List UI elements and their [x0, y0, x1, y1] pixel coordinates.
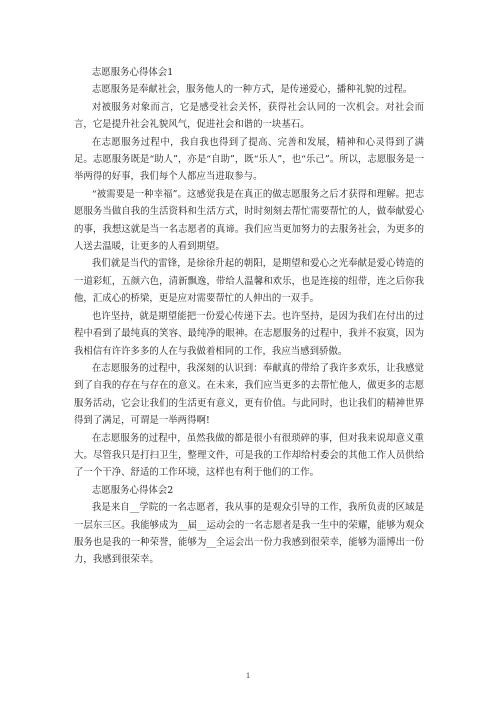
body-paragraph: 在志愿服务过程中，我自我也得到了提高、完善和发展，精神和心灵得到了满足。志愿服务既是“助人”，亦是“自助”，既“乐人”，也“乐己”。所以，志愿服务是一举两得的好事，我们每个人都应当进取参与。	[74, 136, 424, 183]
body-paragraph: 我们就是当代的雷锋，是徐徐升起的朝阳，是期望和爱心之光奉献是爱心铸造的一道彩虹，五颜六色，清新飘逸，带给人温馨和欢乐，也是连接的纽带，连之后你我他，汇成心的桥梁，更是应对需要帮忙的人伸出的一双手。	[74, 258, 424, 305]
body-paragraph: 志愿服务是奉献社会，服务他人的一种方式，是传递爱心，播种礼貌的过程。	[91, 84, 413, 96]
body-paragraph: 在志愿服务的过程中，虽然我做的都是很小有很琐碎的事，但对我来说却意义重大。尽管我只是打扫卫生，整理文件，可是我的工作却给村委会的其他工作人员供给了一个干净、舒适的工作环境，这样也有利于他们的工作。	[74, 432, 424, 479]
body-paragraph: 也许坚持，就是期望能把一份爱心传递下去。也许坚持，是因为我们在付出的过程中看到了最纯真的笑容、最纯净的眼神。在志愿服务的过程中，我并不寂寞，因为我相信有许许多多的人在与我做着相同的工作，我应当感到骄傲。	[74, 310, 424, 357]
section-heading-1: 志愿服务心得体会1	[91, 67, 174, 78]
body-paragraph: 对被服务对象而言，它是感受社会关怀，获得社会认同的一次机会。对社会而言，它是提升社会礼貌风气，促进社会和谐的一块基石。	[74, 101, 424, 131]
body-paragraph: “被需要是一种幸福”。这感觉我是在真正的做志愿服务之后才获得和理解。把志愿服务当做自我的生活资料和生活方式，时时刻刻去帮忙需要帮忙的人，做奉献爱心的事，我想这就是当一名志愿者的真谛。我们应当更加努力的去服务社会，为更多的人送去温暖，让更多的人看到期望。	[74, 188, 424, 253]
body-paragraph: 我是来自__学院的一名志愿者，我从事的是观众引导的工作，我所负责的区域是一层东三区。我能够成为__届__运动会的一名志愿者是我一生中的荣耀，能够为观众服务也是我的一种荣誉，能够为__全运会出一份力我感到很荣幸，能够为淄博出一份力，我感到很荣幸。	[74, 502, 424, 566]
document-body	[74, 64, 424, 569]
body-paragraph: 在志愿服务的过程中，我深刻的认识到：奉献真的带给了我许多欢乐，让我感觉到了自我的存在与存在的意义。在未来，我们应当更多的去帮忙他人，做更多的志愿服务活动，它会让我们的生活更有意义，更有价值。与此同时，也让我们的精神世界得到了满足，可谓是一举两得啊!	[74, 362, 424, 427]
page-number: 1	[246, 671, 250, 680]
section-heading-2: 志愿服务心得体会2	[91, 484, 174, 496]
